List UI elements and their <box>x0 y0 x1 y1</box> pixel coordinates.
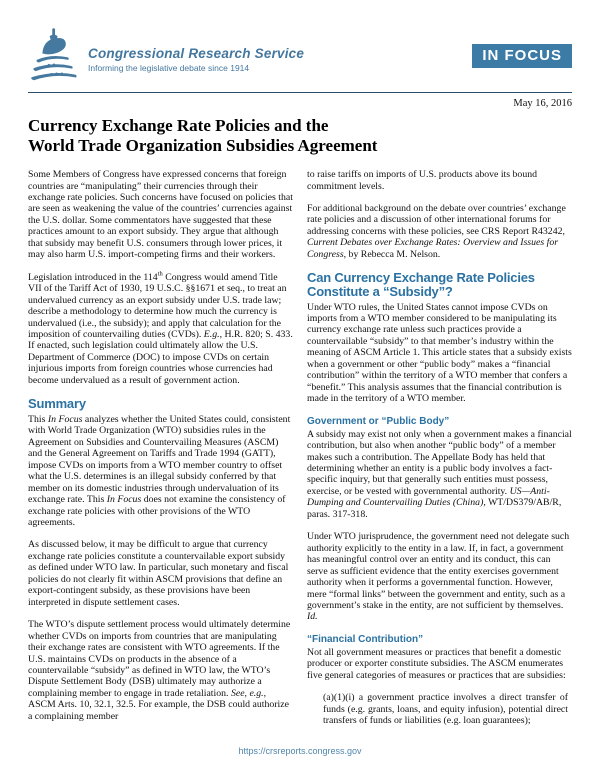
paragraph-summary-1: This In Focus analyzes whether the United States could, consistent with World Trade Organization (WTO) subsidies rules in the Agreement on Subsidies and Countervailing Measures (ASCM) and the General Agreement on Tariffs and Trade 1994 (GATT), impose CVDs on imports from a WTO member country to offset what the U.S. determines is an illegal subsidy conferred by that member on its domestic industries through undervaluation of its exchange rate. This In Focus does not examine the consistency of exchange rate policies with other provisions of the WTO agreements. <box>28 413 291 528</box>
paragraph-legislation: Legislation introduced in the 114th Congress would amend Title VII of the Tariff Act of 1930, 19 U.S.C. §§1671 et seq., to treat an undervalued currency as an export subsidy under U.S. trade law; describe a methodology to determine how much the currency is undervalued (i.e., the subsidy); and apply that calculation for the imposition of countervailing duties (CVDs). E.g., H.R. 820; S. 433. If enacted, such legislation could ultimately allow the U.S. Department of Commerce (DOC) to impose CVDs on certain injurious imports from foreign countries whose currencies had become undervalued as a result of government action. <box>28 270 293 386</box>
right-column <box>307 169 572 738</box>
brand-tagline: Informing the legislative debate since 1914 <box>88 63 250 73</box>
paragraph-background: For additional background on the debate over countries’ exchange rate policies and a discussion of other international forums for addressing concerns with these policies, see CRS Report R43242, Current Debates over Exchange Rates: Overview and Issues for Congress, by Rebecca M. Nelson. <box>307 203 566 260</box>
paragraph-summary-2: As discussed below, it may be difficult to argue that currency exchange rate policies constitute a countervailable export subsidy as defined under WTO law. In particular, such monetary and fiscal policies do not clearly fit within ASCM provisions that define an export-contingent subsidy, as these provisions have been interpreted in dispute settlement cases. <box>28 539 289 608</box>
capitol-dome-icon <box>28 28 80 84</box>
section-heading-summary: Summary <box>28 396 86 412</box>
sub-heading-public-body: Government or “Public Body” <box>307 415 450 427</box>
paragraph-intro: Some Members of Congress have expressed concerns that foreign countries are “manipulating” their currencies through their exchange rate policies. Such concerns have focused on policies that are seen as weakening the value of the countries’ currencies against the U.S. dollar. Some commentators have suggested that these practices amount to an export subsidy. They argue that although that subsidy may benefit U.S. consumers through lower prices, it may also harm U.S. import-competing firms and their workers. <box>28 169 293 261</box>
paragraph-financial-contribution: Not all government measures or practices that benefit a domestic producer or exporter constitute subsidies. The ASCM enumerates five general categories of measures or practices that are subsidies: <box>307 646 566 681</box>
page-title-line1: Currency Exchange Rate Policies and the <box>28 116 329 135</box>
document-date: May 16, 2016 <box>513 98 572 109</box>
section-heading-subsidy: Can Currency Exchange Rate Policies Constitute a “Subsidy”? <box>307 270 535 299</box>
blockquote-ascm-a1i: (a)(1)(i) a government practice involves a direct transfer of funds (e.g. grants, loans, and equity infusion), potential direct transfers of funds or liabilities (e.g. loan guarantees); <box>323 692 568 727</box>
paragraph-wto-rules: Under WTO rules, the United States cannot impose CVDs on imports from a WTO member considered to be manipulating its currency exchange rate unless such practices provide a countervailable “subsidy” to that member’s industry within the meaning of ASCM Article 1. This article states that a subsidy exists when a government or other “public body” makes a “financial contribution” within the territory of a WTO member that confers a “benefit.” This analysis assumes that the financial contribution is made in the territory of a WTO member. <box>307 301 572 405</box>
paragraph-tariffs: to raise tariffs on imports of U.S. products above its bound commitment levels. <box>307 169 538 192</box>
page-title <box>28 116 572 156</box>
in-focus-badge: IN FOCUS <box>472 44 572 68</box>
header <box>28 26 572 84</box>
brand-title: Congressional Research Service <box>88 46 305 61</box>
paragraph-jurisprudence: Under WTO jurisprudence, the government need not delegate such authority explicitly to the entity in a law. If, in fact, a government has meaningful control over an entity and its conduct, this can serve as sufficient evidence that the entity exercises government authority when it performs a governmental function. However, mere “formal links” between the government and entity, such as a government’s stake in the entity, are not sufficient by themselves. Id. <box>307 531 570 623</box>
paragraph-dispute-settlement: The WTO’s dispute settlement process would ultimately determine whether CVDs on imports from countries that are manipulating their exchange rates are consistent with WTO agreements. If the U.S. maintains CVDs on products in the absence of a countervailable “subsidy” as defined in WTO law, the WTO’s Dispute Settlement Body (DSB) ultimately may authorize a complaining member to engage in trade retaliation. See, e.g., ASCM Arts. 10, 32.1, 32.5. For example, the DSB could authorize a complaining member <box>28 619 291 722</box>
brand-block <box>88 46 304 73</box>
header-divider <box>28 92 572 93</box>
sub-heading-financial-contribution: “Financial Contribution” <box>307 633 424 645</box>
two-column-body <box>28 169 572 738</box>
footer-link[interactable]: https://crsreports.congress.gov <box>238 746 362 756</box>
page-title-line2: World Trade Organization Subsidies Agreement <box>28 136 378 156</box>
left-column <box>28 169 293 738</box>
paragraph-public-body: A subsidy may exist not only when a government makes a financial contribution, but also when another “public body” of a member makes such a contribution. The Appellate Body has held that determining whether an entity is a public body involves a fact-specific inquiry, but that generally such entities must possess, exercise, or be vested with governmental authority. US—Anti-Dumping and Countervailing Duties (China), WT/DS379/AB/R, paras. 317-318. <box>307 428 572 520</box>
footer <box>0 741 600 759</box>
